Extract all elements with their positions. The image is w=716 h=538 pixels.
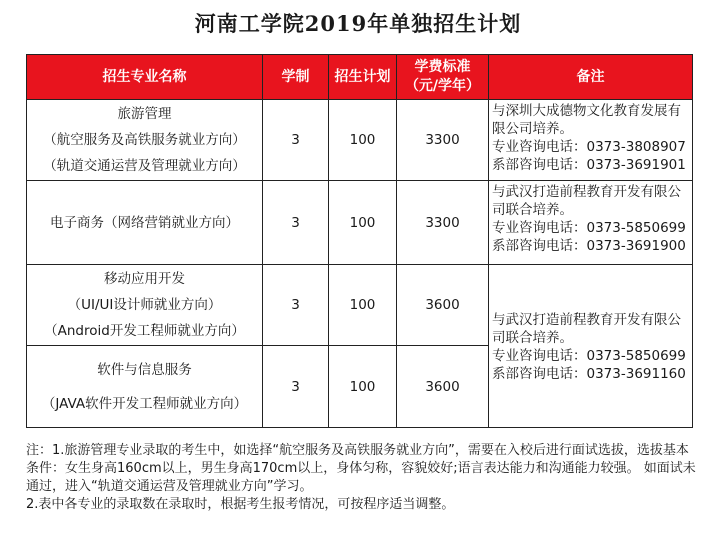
admission-table bbox=[26, 54, 693, 428]
fee-cell: 3300 bbox=[397, 100, 489, 181]
plan-cell: 100 bbox=[329, 181, 397, 265]
note-line: 系部咨询电话：0373-3691900 bbox=[492, 238, 686, 254]
note-line: 系部咨询电话：0373-3691160 bbox=[492, 366, 686, 382]
note-line: 与深圳大成德物文化教育发展有限公司培养。 bbox=[492, 103, 681, 137]
table-row bbox=[27, 265, 693, 346]
major-cell bbox=[27, 100, 263, 181]
note-cell bbox=[489, 181, 693, 265]
header-note: 备注 bbox=[489, 55, 693, 100]
note-line: 系部咨询电话：0373-3691901 bbox=[492, 157, 686, 173]
header-fee-line2: （元/学年） bbox=[404, 78, 481, 94]
years-cell: 3 bbox=[263, 265, 329, 346]
header-fee-line1: 学费标准 bbox=[414, 59, 471, 75]
major-line: 软件与信息服务 bbox=[97, 361, 192, 378]
footnotes bbox=[26, 442, 696, 514]
major-line: （航空服务及高铁服务就业方向） bbox=[43, 132, 246, 148]
header-plan: 招生计划 bbox=[329, 55, 397, 100]
major-line: （轨道交通运营及管理就业方向） bbox=[43, 158, 246, 174]
major-line: 电子商务（网络营销就业方向） bbox=[50, 214, 239, 231]
major-cell bbox=[27, 181, 263, 265]
years-cell: 3 bbox=[263, 181, 329, 265]
major-line: （Android开发工程师就业方向） bbox=[44, 323, 245, 339]
note-line: 专业咨询电话：0373-5850699 bbox=[492, 348, 686, 364]
footnote-2: 2.表中各专业的录取数在录取时，根据考生报考情况，可按程序适当调整。 bbox=[26, 497, 455, 512]
years-cell: 3 bbox=[263, 346, 329, 428]
major-line: 旅游管理 bbox=[117, 106, 172, 122]
note-line: 与武汉打造前程教育开发有限公司联合培养。 bbox=[492, 184, 681, 218]
fee-cell: 3600 bbox=[397, 346, 489, 428]
table-row bbox=[27, 181, 693, 265]
major-line: （UI/UI设计师就业方向） bbox=[67, 297, 222, 313]
plan-cell: 100 bbox=[329, 100, 397, 181]
note-line: 专业咨询电话：0373-5850699 bbox=[492, 220, 686, 236]
fee-cell: 3300 bbox=[397, 181, 489, 265]
header-years: 学制 bbox=[263, 55, 329, 100]
header-fee bbox=[397, 55, 489, 100]
page-title: 河南工学院2019年单独招生计划 bbox=[194, 11, 522, 36]
note-line: 专业咨询电话：0373-3808907 bbox=[492, 139, 686, 155]
plan-cell: 100 bbox=[329, 265, 397, 346]
fee-cell: 3600 bbox=[397, 265, 489, 346]
major-cell bbox=[27, 265, 263, 346]
years-cell: 3 bbox=[263, 100, 329, 181]
plan-cell: 100 bbox=[329, 346, 397, 428]
header-major: 招生专业名称 bbox=[27, 55, 263, 100]
table-row bbox=[27, 100, 693, 181]
note-cell-merged bbox=[489, 265, 693, 428]
table-header-row bbox=[27, 55, 693, 100]
major-line: （JAVA软件开发工程师就业方向） bbox=[41, 395, 248, 412]
footnote-1: 注：1.旅游管理专业录取的考生中，如选择“航空服务及高铁服务就业方向”，需要在入校后进行面试选拔，选拔基本条件：女生身高160cm以上，男生身高170cm以上，身体匀称，容貌姣好;语言表达能力和沟通能力较强。 如面试未通过，进入“轨道交通运营及管理就业方向”学习。 bbox=[26, 443, 696, 494]
major-line: 移动应用开发 bbox=[104, 271, 185, 287]
major-cell bbox=[27, 346, 263, 428]
note-cell bbox=[489, 100, 693, 181]
note-line: 与武汉打造前程教育开发有限公司联合培养。 bbox=[492, 312, 681, 346]
